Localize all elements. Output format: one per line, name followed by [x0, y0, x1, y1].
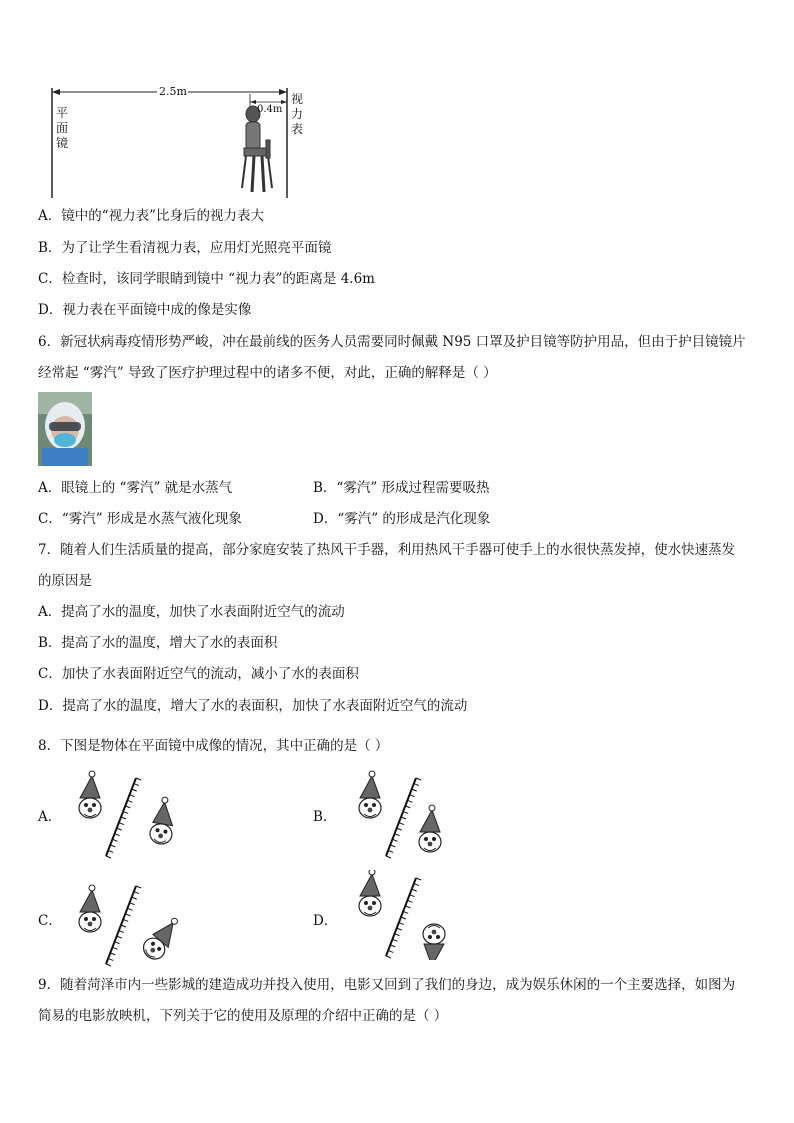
mirror-hatch: [401, 917, 406, 919]
mirror-hatch: [395, 834, 400, 836]
q5-option-d: D．视力表在平面镜中成的像是实像: [38, 302, 252, 318]
q9-stem-line2: 简易的电影放映机，下列关于它的使用及原理的介绍中正确的是（ ）: [38, 1008, 448, 1024]
q8-option-b-figure: [350, 770, 460, 860]
mirror-hatch: [132, 789, 137, 791]
clown-head-icon: [139, 913, 180, 963]
q8-option-c-label: C．: [38, 913, 62, 929]
distance-small-label: 0.4m: [257, 104, 283, 115]
mirror-hatch: [403, 911, 408, 913]
clown-head-icon: [148, 796, 178, 846]
mirror-label: 平 面 镜: [56, 106, 69, 150]
clown-head-icon: [359, 771, 381, 818]
mirror-hatch: [117, 936, 122, 938]
mirror-hatch: [399, 823, 404, 825]
mirror-hatch: [392, 839, 397, 841]
mirror-hatch: [134, 892, 139, 894]
q6-stem-line2: 经常起 “雾汽” 导致了医疗护理过程中的诸多不便，对此，正确的解释是（ ）: [38, 365, 497, 381]
mirror-hatch: [386, 956, 391, 958]
mirror-hatch: [412, 789, 417, 791]
mirror-hatch: [108, 850, 113, 852]
mirror-hatch: [106, 856, 111, 858]
mirror-hatch: [410, 895, 415, 897]
mirror-hatch: [390, 845, 395, 847]
q6-option-d: D．“雾汽” 的形成是汽化现象: [313, 511, 491, 527]
distance-total-label: 2.5m: [159, 85, 187, 98]
mirror-hatch: [130, 903, 135, 905]
mirror-hatch: [132, 897, 137, 899]
q8-stem: 8．下图是物体在平面镜中成像的情况，其中正确的是（ ）: [38, 738, 389, 754]
mirror-hatch: [405, 806, 410, 808]
mirror-hatch: [136, 886, 141, 888]
mirror-hatch: [395, 934, 400, 936]
eye-test-figure: [40, 80, 320, 200]
mirror-hatch: [403, 811, 408, 813]
q8-option-a-figure: [70, 770, 180, 860]
mirror-hatch: [416, 878, 421, 880]
mirror-hatch: [407, 800, 412, 802]
mirror-hatch: [119, 823, 124, 825]
mirror-hatch: [401, 817, 406, 819]
q8-option-b-label: B．: [313, 809, 337, 825]
mirror-hatch: [405, 906, 410, 908]
medical-worker-photo: [38, 392, 92, 466]
mirror-hatch: [136, 778, 141, 780]
mirror-hatch: [117, 828, 122, 830]
seated-person: [242, 106, 272, 192]
clown-head-icon: [79, 885, 101, 932]
clown-head-icon: [419, 805, 441, 852]
mirror-hatch: [115, 834, 120, 836]
q8-option-a-label: A．: [38, 809, 62, 825]
mirror-hatch: [392, 939, 397, 941]
q6-option-c: C．“雾汽” 形成是水蒸气液化现象: [38, 511, 242, 527]
q8-option-d-figure: [350, 870, 460, 960]
mirror-hatch: [106, 964, 111, 966]
mirror-hatch: [390, 945, 395, 947]
mirror-hatch: [399, 923, 404, 925]
chart-label: 视 力 表: [291, 92, 304, 136]
q6-stem-line1: 6．新冠状病毒疫情形势严峻，冲在最前线的医务人员需要同时佩戴 N95 口罩及护目镜等防护用品，但由于护目镜镜片: [38, 334, 746, 350]
q7-stem-line2: 的原因是: [38, 573, 92, 589]
mirror-hatch: [112, 947, 117, 949]
mirror-hatch: [123, 811, 128, 813]
mirror-hatch: [397, 928, 402, 930]
q7-stem-line1: 7．随着人们生活质量的提高，部分家庭安装了热风干手器，利用热风干手器可使手上的水很快蒸发掉，使水快速蒸发: [38, 542, 736, 558]
q7-option-a: A．提高了水的温度，加快了水表面附近空气的流动: [38, 604, 345, 620]
q7-option-c: C．加快了水表面附近空气的流动，减小了水的表面积: [38, 666, 359, 682]
q9-stem-line1: 9．随着菏泽市内一些影城的建造成功并投入使用，电影又回到了我们的身边，成为娱乐休闲的一个主要选择，如图为: [38, 977, 736, 993]
mirror-hatch: [130, 795, 135, 797]
mirror-hatch: [108, 958, 113, 960]
mirror-hatch: [121, 817, 126, 819]
mirror-hatch: [125, 806, 130, 808]
q7-option-d: D．提高了水的温度，增大了水的表面积，加快了水表面附近空气的流动: [38, 698, 468, 714]
q6-option-b: B．“雾汽” 形成过程需要吸热: [313, 480, 490, 496]
mirror-hatch: [110, 953, 115, 955]
clown-head-icon: [423, 924, 445, 960]
mirror-hatch: [416, 778, 421, 780]
mirror-hatch: [407, 900, 412, 902]
q5-option-c: C．检查时，该同学眼睛到镜中 “视力表”的距离是 4.6m: [38, 271, 375, 287]
mirror-hatch: [388, 950, 393, 952]
mirror-hatch: [388, 850, 393, 852]
mirror-hatch: [112, 839, 117, 841]
mirror-hatch: [121, 925, 126, 927]
mirror-hatch: [123, 919, 128, 921]
q8-option-c-figure: [70, 878, 180, 968]
q7-option-b: B．提高了水的温度，增大了水的表面积: [38, 635, 278, 651]
mirror-hatch: [410, 795, 415, 797]
mirror-hatch: [414, 884, 419, 886]
mirror-hatch: [414, 784, 419, 786]
mirror-hatch: [119, 931, 124, 933]
q5-option-b: B．为了让学生看清视力表，应用灯光照亮平面镜: [38, 240, 332, 256]
mirror-hatch: [125, 914, 130, 916]
mirror-hatch: [115, 942, 120, 944]
q5-option-a: A．镜中的“视力表”比身后的视力表大: [38, 208, 265, 224]
clown-head-icon: [79, 771, 101, 818]
mirror-hatch: [386, 856, 391, 858]
mirror-hatch: [110, 845, 115, 847]
mirror-hatch: [397, 828, 402, 830]
q6-option-a: A．眼镜上的 “雾汽” 就是水蒸气: [38, 480, 233, 496]
mirror-hatch: [134, 784, 139, 786]
mirror-hatch: [127, 800, 132, 802]
mirror-hatch: [127, 908, 132, 910]
clown-head-icon: [359, 870, 381, 916]
q8-option-d-label: D．: [313, 913, 338, 929]
mirror-hatch: [412, 889, 417, 891]
